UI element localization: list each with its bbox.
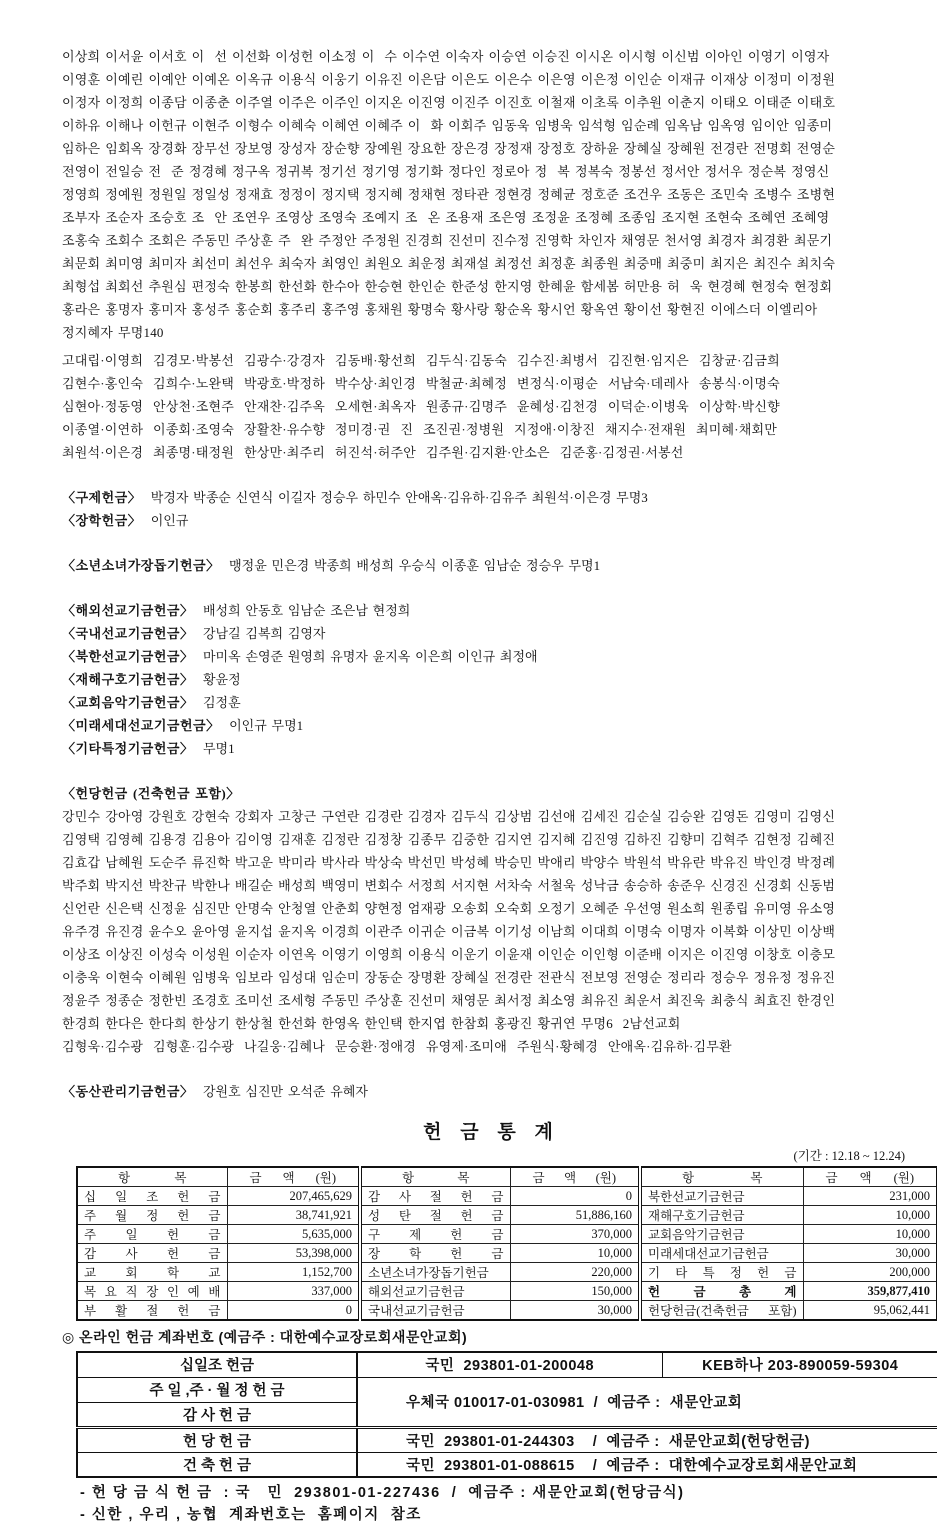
fund-names: 강남길 김복희 김영자 xyxy=(193,626,326,641)
account-row xyxy=(77,1452,937,1477)
couple-line: 최원석·이은경 최종명·태정원 한상만·최주리 허진석·허주안 김주원·김지환·안소은 김준홍·김정권·서봉선 xyxy=(62,445,684,460)
stats-period: (기간 : 12.18 ~ 12.24) xyxy=(793,1149,905,1163)
donor-line: 조부자 조순자 조승호 조 안 조연우 조영상 조영숙 조예지 조 온 조용재 조은영 조정윤 조정혜 조종임 조지현 조현숙 조혜연 조혜영 xyxy=(62,210,830,225)
dedication-line: 김효갑 남혜원 도순주 류진학 박고운 박미라 박사라 박상숙 박선민 박성혜 박승민 박애리 박양수 박원석 박유란 박유진 박인경 박정례 xyxy=(62,855,836,870)
stats-row xyxy=(77,1282,937,1301)
account-number: 국민 293801-01-244303 / 예금주 : 새문안교회(헌당헌금) xyxy=(357,1427,937,1452)
stats-item: 기 타 특 정 헌 금 xyxy=(640,1263,803,1282)
stats-item: 감 사 절 헌 금 xyxy=(360,1187,510,1206)
fund-line xyxy=(62,486,907,509)
account-label: 감 사 헌 금 xyxy=(77,1402,357,1427)
stats-amount: 10,000 xyxy=(510,1244,640,1263)
stats-row xyxy=(77,1244,937,1263)
stats-total-label: 헌 금 총 계 xyxy=(640,1282,803,1301)
account-label: 주 일 ,주 · 월 정 헌 금 xyxy=(77,1377,357,1402)
account-note: - 헌 당 금 식 헌 금 : 국 민 293801-01-227436 / 예금주 : 새문안교회(헌당금식) xyxy=(80,1485,685,1501)
fund-names: 황윤정 xyxy=(193,672,241,687)
account-notes xyxy=(62,1482,907,1526)
fund-group-b xyxy=(62,554,907,577)
account-row xyxy=(77,1352,937,1377)
fund-label: 〈소년소녀가장돕기헌금〉 xyxy=(62,558,220,573)
dedication-header: 〈헌당헌금 (건축헌금 포함)〉 xyxy=(62,786,240,801)
stats-amount: 200,000 xyxy=(803,1263,937,1282)
couple-line: 김현수·홍인숙 김희수·노완택 박광호·박정하 박수상·최인경 박철균·최혜정 변정식·이평순 서남숙·데레사 송봉식·이명숙 xyxy=(62,376,780,391)
stats-header-item: 항 목 xyxy=(77,1167,227,1187)
fund-names: 맹정윤 민은경 박종희 배성희 우승식 이종훈 임남순 정승우 무명1 xyxy=(219,558,601,573)
account-table xyxy=(76,1351,937,1478)
fund-names: 이인규 무명1 xyxy=(219,718,304,733)
fund-names: 박경자 박종순 신연식 이길자 정승우 하민수 안애옥·김유하·김유주 최원석·이은경 무명3 xyxy=(141,490,648,505)
stats-header-row xyxy=(77,1167,937,1187)
fund-label: 〈교회음악기금헌금〉 xyxy=(62,695,194,710)
fund-group-c xyxy=(62,599,907,760)
stats-item: 헌당헌금(건축헌금 포함) xyxy=(640,1301,803,1321)
stats-item: 감 사 헌 금 xyxy=(77,1244,227,1263)
couple-line: 심현아·정동영 안상천·조현주 안재찬·김주옥 오세현·최옥자 원종규·김명주 윤혜성·김천경 이덕순·이병욱 이상학·박신향 xyxy=(62,399,780,414)
couple-donor-block xyxy=(62,349,907,464)
fund-line xyxy=(62,714,907,737)
fund-label: 〈동산관리기금헌금〉 xyxy=(62,1084,194,1099)
stats-item: 해외선교기금헌금 xyxy=(360,1282,510,1301)
stats-amount: 231,000 xyxy=(803,1187,937,1206)
stats-header-amt: 금 액 (원) xyxy=(227,1167,360,1187)
fund-line xyxy=(62,509,907,532)
stats-item: 성 탄 절 헌 금 xyxy=(360,1206,510,1225)
stats-item: 국내선교기금헌금 xyxy=(360,1301,510,1321)
stats-item: 미래세대선교기금헌금 xyxy=(640,1244,803,1263)
dedication-section xyxy=(62,782,907,1058)
fund-line xyxy=(62,599,907,622)
fund-names: 김정훈 xyxy=(193,695,241,710)
account-note: - 신한 , 우리 , 농협 계좌번호는 홈페이지 참조 xyxy=(80,1507,422,1523)
donor-line: 이정자 이정희 이종담 이종춘 이주열 이주은 이주인 이지온 이진영 이진주 이진호 이철재 이초록 이추원 이춘지 이태오 이태준 이태호 xyxy=(62,95,836,110)
fund-line xyxy=(62,737,907,760)
stats-item: 장 학 헌 금 xyxy=(360,1244,510,1263)
fund-group-a xyxy=(62,486,907,532)
donor-line: 조홍숙 조회수 조회은 주동민 주상훈 주 완 주정안 주정원 진경희 진선미 진수정 진영학 차인자 채영문 천서영 최경자 최경환 최문기 xyxy=(62,233,833,248)
stats-amount: 220,000 xyxy=(510,1263,640,1282)
stats-amount: 0 xyxy=(510,1187,640,1206)
donor-line: 전영이 전일승 전 준 정경혜 정구옥 정귀복 정기선 정기영 정기화 정다인 정로아 정 복 정복숙 정봉선 정서안 정서우 정순복 정영신 xyxy=(62,164,830,179)
account-row xyxy=(77,1427,937,1452)
stats-item: 교회음악기금헌금 xyxy=(640,1225,803,1244)
stats-amount: 337,000 xyxy=(227,1282,360,1301)
stats-item: 소년소녀가장돕기헌금 xyxy=(360,1263,510,1282)
account-label: 헌 당 헌 금 xyxy=(77,1427,357,1452)
stats-amount: 5,635,000 xyxy=(227,1225,360,1244)
stats-header-item: 항 목 xyxy=(640,1167,803,1187)
dedication-line: 신언란 신은택 신정윤 심진만 안명숙 안청열 안춘회 양현정 엄재광 오송회 오숙회 오정기 오혜준 우선영 원소희 원종립 유미영 유소영 xyxy=(62,901,836,916)
stats-amount: 10,000 xyxy=(803,1206,937,1225)
stats-header-amt: 금 액 (원) xyxy=(803,1167,937,1187)
stats-amount: 150,000 xyxy=(510,1282,640,1301)
fund-line xyxy=(62,1080,907,1103)
donor-line: 최형섭 최회선 추원심 편정숙 한봉희 한선화 한수아 한승현 한인순 한준성 한지영 한혜윤 함세봄 허만용 허 욱 현경혜 현정숙 현정회 xyxy=(62,279,833,294)
fund-label: 〈해외선교기금헌금〉 xyxy=(62,603,194,618)
stats-item: 목 요 직 장 인 예 배 xyxy=(77,1282,227,1301)
fund-label: 〈재해구호기금헌금〉 xyxy=(62,672,194,687)
stats-amount: 370,000 xyxy=(510,1225,640,1244)
stats-row xyxy=(77,1301,937,1321)
fund-names: 배성희 안동호 임남순 조은남 현정희 xyxy=(193,603,411,618)
donation-stats-table xyxy=(76,1166,937,1321)
stats-item: 부 활 절 헌 금 xyxy=(77,1301,227,1321)
stats-row xyxy=(77,1263,937,1282)
fund-label: 〈국내선교기금헌금〉 xyxy=(62,626,194,641)
account-label: 십일조 헌금 xyxy=(77,1352,357,1377)
fund-names: 마미옥 손영준 원영희 유명자 윤지옥 이은희 이인규 최정애 xyxy=(193,649,538,664)
dedication-line: 박주회 박지선 박찬규 박한나 배길순 배성희 백영미 변회수 서정희 서지현 서차숙 서철욱 성낙금 송승하 송준우 신경진 신경회 신동범 xyxy=(62,878,836,893)
fund-label: 〈북한선교기금헌금〉 xyxy=(62,649,194,664)
donor-name-block xyxy=(62,45,907,344)
stats-row xyxy=(77,1187,937,1206)
donor-line: 이하유 이해나 이헌규 이현주 이형수 이혜숙 이혜연 이혜주 이 화 이회주 임동욱 임병욱 임석형 임순례 임옥남 임옥영 임이안 임종미 xyxy=(62,118,833,133)
donor-line: 정영희 정예원 정원일 정일성 정재효 정정이 정지택 정지혜 정채현 정타관 정현경 정혜균 정호준 조건우 조동은 조민숙 조병수 조병현 xyxy=(62,187,836,202)
stats-header-item: 항 목 xyxy=(360,1167,510,1187)
account-number: 국민 293801-01-200048 xyxy=(357,1352,662,1377)
dedication-line: 한경희 한다은 한다희 한상기 한상철 한선화 한영옥 한인택 한지엽 한참회 홍광진 황귀연 무명6 2남선교회 xyxy=(62,1016,681,1031)
dedication-line: 정윤주 정종순 정한빈 조경호 조미선 조세형 주동민 주상훈 진선미 채영문 최서정 최소영 최유진 최운서 최진욱 최충식 최효진 한경인 xyxy=(62,993,836,1008)
stats-amount: 30,000 xyxy=(510,1301,640,1321)
estate-fund-section xyxy=(62,1080,907,1103)
dedication-line: 유주경 유진경 윤수오 윤아영 윤지섭 윤지옥 이경희 이관주 이귀순 이금복 이기성 이남희 이대희 이명숙 이명자 이복화 이상민 이상백 xyxy=(62,924,836,939)
account-number: KEB하나 203-890059-59304 xyxy=(662,1352,937,1377)
donor-line: 이상희 이서윤 이서호 이 선 이선화 이성헌 이소정 이 수 이수연 이숙자 이승연 이승진 이시온 이시형 이신범 이아인 이영기 이영자 xyxy=(62,49,830,64)
fund-label: 〈기타특정기금헌금〉 xyxy=(62,741,194,756)
fund-names: 무명1 xyxy=(193,741,235,756)
stats-item: 주 월 정 헌 금 xyxy=(77,1206,227,1225)
stats-item: 재해구호기금헌금 xyxy=(640,1206,803,1225)
dedication-line: 이충욱 이현숙 이혜원 임병욱 임보라 임성대 임순미 장동순 장명환 장혜실 전경란 전관식 전보영 전영순 정리라 정승우 정유정 정유진 xyxy=(62,970,836,985)
fund-line xyxy=(62,645,907,668)
stats-amount: 10,000 xyxy=(803,1225,937,1244)
fund-line xyxy=(62,554,907,577)
stats-header-amt: 금 액 (원) xyxy=(510,1167,640,1187)
stats-amount: 30,000 xyxy=(803,1244,937,1263)
stats-item: 북한선교기금헌금 xyxy=(640,1187,803,1206)
donor-line: 임하은 임회옥 장경화 장무선 장보영 장성자 장순향 장예원 장요한 장은경 장정재 장정호 장하윤 장혜실 장혜원 전경란 전명회 전영순 xyxy=(62,141,836,156)
account-section-header: ◎ 온라인 헌금 계좌번호 (예금주 : 대한예수교장로회새문안교회) xyxy=(62,1329,468,1345)
stats-title: 헌 금 통 계 xyxy=(423,1122,560,1143)
dedication-line: 김형욱·김수광 김형훈·김수광 나길웅·김혜나 문승환·정애경 유영제·조미애 주원식·황혜경 안애옥·김유하·김무환 xyxy=(62,1039,732,1054)
stats-item: 구 제 헌 금 xyxy=(360,1225,510,1244)
stats-amount: 95,062,441 xyxy=(803,1301,937,1321)
fund-names: 이인규 xyxy=(141,513,189,528)
account-number: 우체국 010017-01-030981 / 예금주 : 새문안교회 xyxy=(357,1377,937,1427)
dedication-line: 김영택 김영혜 김용경 김용아 김이영 김재훈 김정란 김정창 김종무 김중한 김지연 김지혜 김진영 김하진 김향미 김혁주 김현정 김혜진 xyxy=(62,832,836,847)
fund-line xyxy=(62,668,907,691)
stats-item: 십 일 조 헌 금 xyxy=(77,1187,227,1206)
stats-item: 주 일 헌 금 xyxy=(77,1225,227,1244)
dedication-line: 강민수 강아영 강원호 강현숙 강회자 고창근 구연란 김경란 김경자 김두식 김상범 김선애 김세진 김순실 김승완 김영돈 김영미 김영신 xyxy=(62,809,836,824)
account-row xyxy=(77,1377,937,1402)
stats-row xyxy=(77,1206,937,1225)
stats-total-amount: 359,877,410 xyxy=(803,1282,937,1301)
couple-line: 이종열·이연하 이종회·조영숙 장활찬·유수향 정미경·권 진 조진권·정병원 지정애·이창진 채지수·전재원 최미혜·채회만 xyxy=(62,422,778,437)
donor-line: 이영훈 이예린 이예안 이예온 이옥규 이용식 이웅기 이유진 이은담 이은도 이은수 이은영 이은정 이인순 이재규 이재상 이정미 이정원 xyxy=(62,72,836,87)
stats-amount: 51,886,160 xyxy=(510,1206,640,1225)
couple-line: 고대립·이영희 김경모·박봉선 김광수·강경자 김동배·황선희 김두식·김동숙 김수진·최병서 김진현·임지은 김창균·김금희 xyxy=(62,353,780,368)
stats-amount: 0 xyxy=(227,1301,360,1321)
dedication-line: 이상조 이상진 이성숙 이성원 이순자 이연옥 이영기 이영희 이용식 이운기 이윤재 이인순 이인형 이준배 이지은 이진영 이창호 이충모 xyxy=(62,947,836,962)
stats-row xyxy=(77,1225,937,1244)
stats-amount: 207,465,629 xyxy=(227,1187,360,1206)
stats-amount: 38,741,921 xyxy=(227,1206,360,1225)
account-label: 건 축 헌 금 xyxy=(77,1452,357,1477)
donor-line: 최문회 최미영 최미자 최선미 최선우 최숙자 최영인 최원오 최운정 최재설 최정선 최정훈 최종원 최중매 최중미 최지은 최진수 최치숙 xyxy=(62,256,836,271)
fund-label: 〈장학헌금〉 xyxy=(62,513,142,528)
stats-amount: 53,398,000 xyxy=(227,1244,360,1263)
stats-amount: 1,152,700 xyxy=(227,1263,360,1282)
fund-label: 〈미래세대선교기금헌금〉 xyxy=(62,718,220,733)
fund-line xyxy=(62,622,907,645)
fund-line xyxy=(62,691,907,714)
donor-line: 홍라은 홍명자 홍미자 홍성주 홍순회 홍주리 홍주영 홍채원 황명숙 황사랑 황순옥 황시언 황옥연 황이선 황현진 이에스더 이엘리아 xyxy=(62,302,818,317)
stats-item: 교 회 학 교 xyxy=(77,1263,227,1282)
donor-line: 정지혜자 무명140 xyxy=(62,325,164,340)
fund-names: 강원호 심진만 오석준 유혜자 xyxy=(193,1084,368,1099)
account-number: 국민 293801-01-088615 / 예금주 : 대한예수교장로회새문안교회 xyxy=(357,1452,937,1477)
fund-label: 〈구제헌금〉 xyxy=(62,490,142,505)
